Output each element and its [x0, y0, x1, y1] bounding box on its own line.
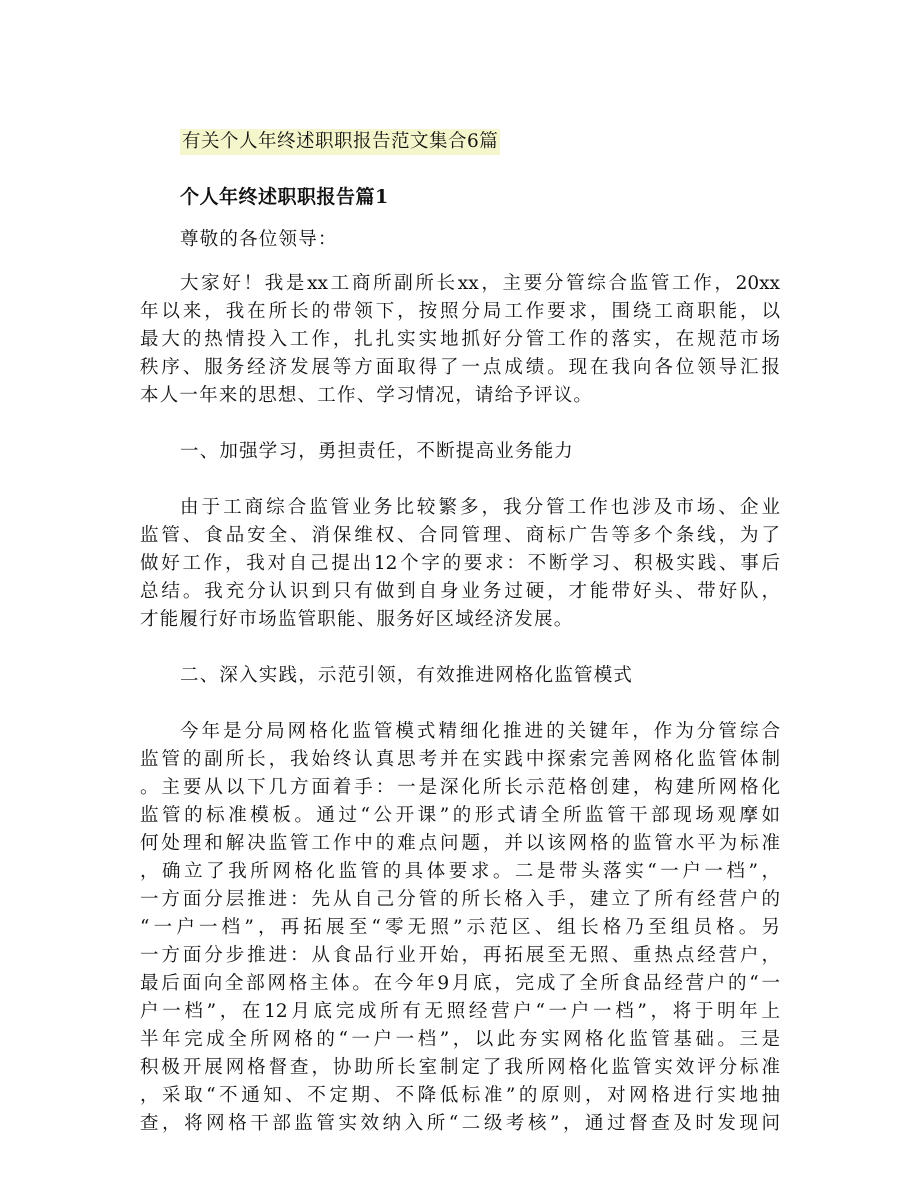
paragraph-line: 监管的标准模板。通过“公开课”的形式请全所监管干部现场观摩如 — [140, 805, 780, 826]
paragraph-line: 由于工商综合监管业务比较繁多，我分管工作也涉及市场、企业 — [180, 497, 780, 518]
subheading-line: 二、深入实践，示范引领，有效推进网格化监管模式 — [180, 665, 634, 686]
paragraph-line: 今年是分局网格化监管模式精细化推进的关键年，作为分管综合 — [180, 721, 780, 742]
paragraph-line: 半年完成全所网格的“一户一档”，以此夯实网格化监管基础。三是 — [140, 1029, 780, 1050]
salutation-line: 尊敬的各位领导： — [180, 229, 338, 250]
paragraph-line: “一户一档”，再拓展至“零无照”示范区、组长格乃至组员格。另 — [140, 917, 780, 938]
subheading-line: 一、加强学习，勇担责任，不断提高业务能力 — [180, 441, 575, 462]
paragraph-line: 大家好！我是xx工商所副所长xx，主要分管综合监管工作，20xx — [180, 273, 780, 294]
paragraph-line: 监管、食品安全、消保维权、合同管理、商标广告等多个条线，为了 — [140, 525, 780, 546]
paragraph-line: 做好工作，我对自己提出12个字的要求：不断学习、积极实践、事后 — [140, 553, 780, 574]
paragraph-line: 最大的热情投入工作，扎扎实实地抓好分管工作的落实，在规范市场 — [140, 329, 780, 350]
paragraph-line: 一方面分步推进：从食品行业开始，再拓展至无照、重热点经营户， — [140, 945, 780, 966]
paragraph-line: ，采取“不通知、不定期、不降低标准”的原则，对网格进行实地抽 — [140, 1085, 780, 1106]
paragraph-line: 。主要从以下几方面着手：一是深化所长示范格创建，构建所网格化 — [140, 777, 780, 798]
paragraph-line: 才能履行好市场监管职能、服务好区域经济发展。 — [140, 609, 574, 630]
section-heading: 个人年终述职职报告篇1 — [180, 186, 389, 208]
paragraph-line: 秩序、服务经济发展等方面取得了一点成绩。现在我向各位领导汇报 — [140, 357, 780, 378]
paragraph-line: 监管的副所长，我始终认真思考并在实践中探索完善网格化监管体制 — [140, 749, 780, 770]
paragraph-line: 年以来，我在所长的带领下，按照分局工作要求，围绕工商职能，以 — [140, 301, 780, 322]
paragraph-line: 一方面分层推进：先从自己分管的所长格入手，建立了所有经营户的 — [140, 889, 780, 910]
paragraph-line: 总结。我充分认识到只有做到自身业务过硬，才能带好头、带好队， — [140, 581, 780, 602]
paragraph-line: ，确立了我所网格化监管的具体要求。二是带头落实“一户一档”， — [140, 861, 780, 882]
paragraph-line: 查，将网格干部监管实效纳入所“二级考核”，通过督查及时发现问 — [140, 1113, 780, 1134]
document-title: 有关个人年终述职职报告范文集合6篇 — [180, 129, 500, 155]
paragraph-line: 本人一年来的思想、工作、学习情况，请给予评议。 — [140, 385, 594, 406]
paragraph-line: 最后面向全部网格主体。在今年9月底，完成了全所食品经营户的“一 — [140, 973, 780, 994]
paragraph-line: 积极开展网格督查，协助所长室制定了我所网格化监管实效评分标准 — [140, 1057, 780, 1078]
paragraph-line: 何处理和解决监管工作中的难点问题，并以该网格的监管水平为标准 — [140, 833, 780, 854]
paragraph-line: 户一档”，在12月底完成所有无照经营户“一户一档”，将于明年上 — [140, 1001, 780, 1022]
